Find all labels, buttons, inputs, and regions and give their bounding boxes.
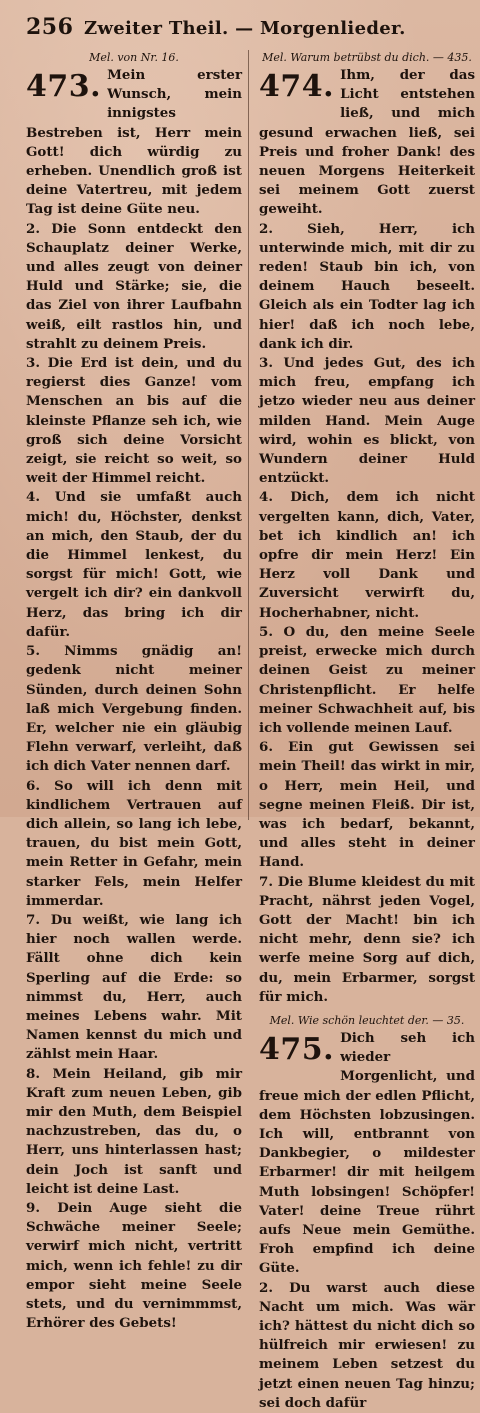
stanza: 2. Sieh, Herr, ich unterwinde mich, mit dir zu reden! Staub bin ich, von deinem Hauch beseelt. Gleich als ein Todter lag ich hier! daß ich noch lebe, dank ich dir. <box>259 220 475 352</box>
stanza: 2. Die Sonn entdeckt den Schauplatz deiner Werke, und alles zeugt von deiner Huld und Stärke; sie, die das Ziel von ihrer Laufbahn weiß, eilt rastlos hin, und strahlt zu deinem Preis. <box>26 220 242 352</box>
stanza: 7. Du weißt, wie lang ich hier noch wallen werde. Fällt ohne dich kein Sperling auf die Erde: so nimmst du, Herr, auch meines Lebens wahr. Mit Namen kennst du mich und zählst mein Haar. <box>26 911 242 1063</box>
hymn-number: 475. <box>259 1031 335 1067</box>
two-columns <box>26 50 475 1413</box>
right-column <box>259 50 475 1413</box>
stanza: Dich seh ich wieder Morgenlicht, und freue mich der edlen Pflicht, dem Höchsten lobzusingen. Ich will, entbrannt von Dankbegier, o mildester Erbarmer! dir mit heilgem Muth lobsingen! Schöpfer! Vater! deine Treue rührt aufs Neue mein Gemüthe. Froh empfind ich deine Güte. <box>259 1029 475 1277</box>
hymn-473 <box>26 66 242 220</box>
left-column <box>26 50 242 1413</box>
page-header <box>26 14 468 44</box>
stanza: 4. Dich, dem ich nicht vergelten kann, dich, Vater, bet ich kindlich an! ich opfre dir mein Herz! Ein Herz voll Dank und Zuversicht verwirft du, Hocherhabner, nicht. <box>259 489 475 621</box>
stanza: 3. Und jedes Gut, des ich mich freu, empfang ich jetzo wieder neu aus deiner milden Hand. Mein Auge wird, wohin es blickt, von Wundern deiner Huld entzückt. <box>259 355 475 487</box>
stanza: 2. Du warst auch diese Nacht um mich. Was wär ich? hättest du nicht dich so hülfreich mir erwiesen! zu meinem Leben setzest du jetzt einen neuen Tag hinzu; sei doch dafür <box>259 1279 475 1411</box>
hymn-number: 473. <box>26 69 102 104</box>
hymn-474 <box>259 66 475 220</box>
page-number: 256 <box>26 14 74 40</box>
running-title: Zweiter Theil. — Morgenlieder. <box>84 18 406 39</box>
hymn-475 <box>259 1029 475 1279</box>
stanza: 3. Die Erd ist dein, und du regierst dies Ganze! vom Menschen an bis auf die kleinste Pflanze seh ich, wie groß sich deine Vorsicht zeigt, sie reicht so weit, so weit der Himmel reicht. <box>26 355 242 487</box>
melody-line: Mel. Warum betrübst du dich. — 435. <box>262 51 472 64</box>
stanza: 9. Dein Auge sieht die Schwäche meiner Seele; verwirf mich nicht, vertritt mich, wenn ich fehle! zu dir empor sieht meine Seele stets, und du vernimmmst, Erhörer des Gebets! <box>26 1199 242 1332</box>
stanza: 6. Ein gut Gewissen sei mein Theil! das wirkt in mir, o Herr, mein Heil, und segne meinen Fleiß. Dir ist, was ich bedarf, bekannt, und alles steht in deiner Hand. <box>259 739 475 871</box>
stanza: 8. Mein Heiland, gib mir Kraft zum neuen Leben, gib mir den Muth, dem Beispiel nachzustreben, das du, o Herr, uns hinterlassen hast; dein Joch ist sanft und leicht ist deine Last. <box>26 1065 242 1197</box>
column-divider <box>248 50 249 820</box>
melody-line: Mel. Wie schön leuchtet der. — 35. <box>269 1013 465 1027</box>
stanza: 4. Und sie umfaßt auch mich! du, Höchster, denkst an mich, den Staub, der du die Himmel lenkest, du sorgst für mich! Gott, wie vergelt ich dir? ein dankvoll Herz, das bring ich dir dafür. <box>26 489 242 640</box>
hymn-number: 474. <box>259 69 335 104</box>
stanza: 6. So will ich denn mit kindlichem Vertrauen auf dich allein, so lang ich lebe, trauen, du bist mein Gott, mein Retter in Gefahr, mein starker Fels, mein Helfer immerdar. <box>26 777 242 909</box>
stanza: 7. Die Blume kleidest du mit Pracht, nährst jeden Vogel, Gott der Macht! bin ich nicht mehr, denn sie? ich werfe meine Sorg auf dich, du, mein Erbarmer, sorgst für mich. <box>259 873 475 1005</box>
stanza: Mein erster Wunsch, mein innigstes Bestreben ist, Herr mein Gott! dich würdig zu erheben. Unendlich groß ist deine Vatertreu, mit jedem Tag ist deine Güte neu. <box>26 67 242 218</box>
stanza: 5. Nimms gnädig an! gedenk nicht meiner Sünden, durch deinen Sohn laß mich Vergebung finden. Er, welcher nie ein gläubig Flehn verwarf, verleiht, daß ich dich Vater nennen darf. <box>26 643 242 775</box>
stanza: Ihm, der das Licht entstehen ließ, und mich gesund erwachen ließ, sei Preis und froher Dank! des neuen Morgens Heiterkeit sei meinem Gott zuerst geweiht. <box>259 67 475 218</box>
stanza: 5. O du, den meine Seele preist, erwecke mich durch deinen Geist zu meiner Christenpflicht. Er helfe meiner Schwachheit auf, bis ich vollende meinen Lauf. <box>259 623 475 736</box>
melody-line: Mel. von Nr. 16. <box>89 51 179 64</box>
